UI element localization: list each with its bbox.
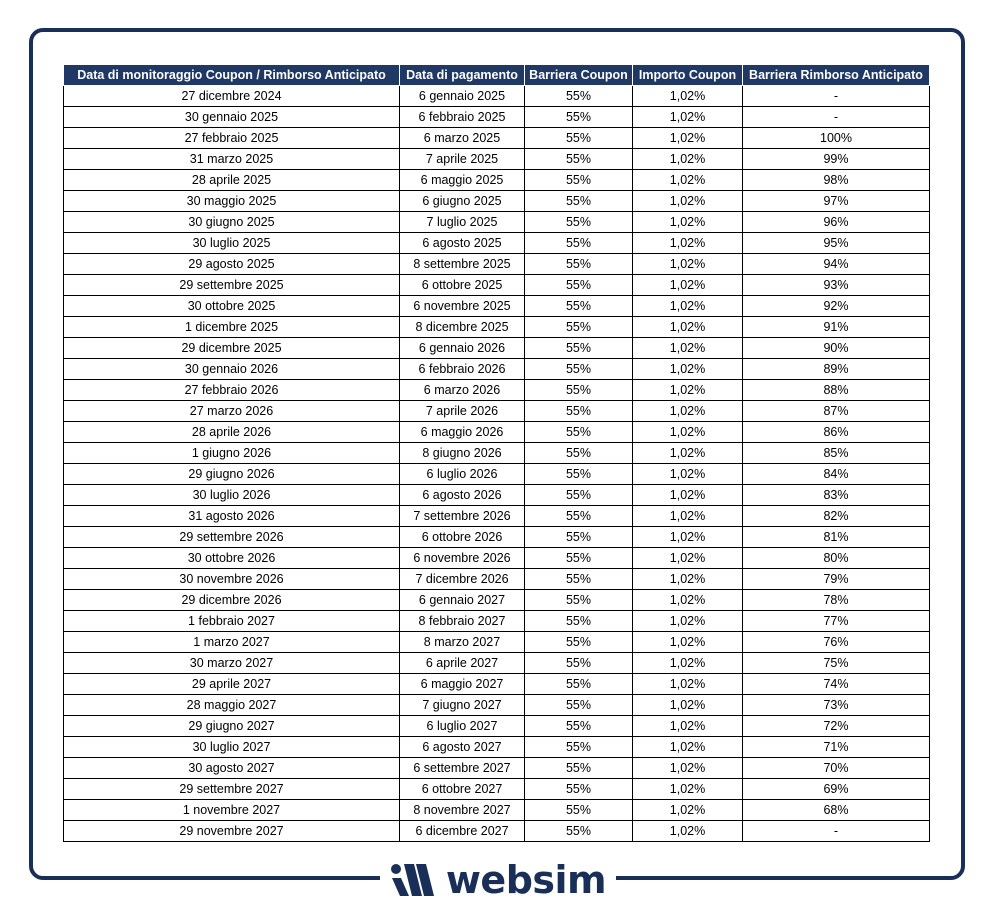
cell-coupon-barrier: 55% [525,338,633,359]
cell-early-redemption-barrier: 77% [743,611,930,632]
cell-monitoring-date: 1 dicembre 2025 [64,317,400,338]
table-row [64,485,930,506]
cell-coupon-barrier: 55% [525,548,633,569]
cell-coupon-amount: 1,02% [633,149,743,170]
cell-payment-date: 6 gennaio 2025 [400,86,525,107]
cell-early-redemption-barrier: - [743,107,930,128]
cell-coupon-barrier: 55% [525,611,633,632]
cell-monitoring-date: 30 luglio 2026 [64,485,400,506]
table-row [64,611,930,632]
cell-coupon-amount: 1,02% [633,800,743,821]
cell-coupon-amount: 1,02% [633,590,743,611]
cell-early-redemption-barrier: 72% [743,716,930,737]
cell-monitoring-date: 27 dicembre 2024 [64,86,400,107]
cell-monitoring-date: 27 febbraio 2025 [64,128,400,149]
cell-payment-date: 6 dicembre 2027 [400,821,525,842]
cell-coupon-amount: 1,02% [633,506,743,527]
cell-early-redemption-barrier: - [743,821,930,842]
header-coupon-amount: Importo Coupon [633,65,743,86]
cell-coupon-amount: 1,02% [633,737,743,758]
cell-monitoring-date: 1 febbraio 2027 [64,611,400,632]
cell-coupon-barrier: 55% [525,422,633,443]
cell-coupon-amount: 1,02% [633,233,743,254]
cell-monitoring-date: 1 giugno 2026 [64,443,400,464]
cell-coupon-barrier: 55% [525,86,633,107]
table-header-row [64,65,930,86]
cell-monitoring-date: 30 ottobre 2025 [64,296,400,317]
cell-payment-date: 6 maggio 2027 [400,674,525,695]
cell-early-redemption-barrier: 88% [743,380,930,401]
table-row [64,821,930,842]
cell-payment-date: 6 marzo 2026 [400,380,525,401]
cell-coupon-barrier: 55% [525,632,633,653]
cell-early-redemption-barrier: 70% [743,758,930,779]
cell-monitoring-date: 29 settembre 2026 [64,527,400,548]
cell-monitoring-date: 30 maggio 2025 [64,191,400,212]
cell-early-redemption-barrier: 94% [743,254,930,275]
cell-coupon-amount: 1,02% [633,548,743,569]
cell-payment-date: 7 aprile 2026 [400,401,525,422]
cell-payment-date: 6 febbraio 2026 [400,359,525,380]
cell-payment-date: 8 novembre 2027 [400,800,525,821]
cell-coupon-barrier: 55% [525,275,633,296]
cell-monitoring-date: 1 novembre 2027 [64,800,400,821]
cell-monitoring-date: 29 settembre 2025 [64,275,400,296]
header-payment-date: Data di pagamento [400,65,525,86]
table-row [64,464,930,485]
cell-monitoring-date: 30 luglio 2025 [64,233,400,254]
cell-early-redemption-barrier: 82% [743,506,930,527]
cell-coupon-barrier: 55% [525,149,633,170]
cell-coupon-barrier: 55% [525,107,633,128]
cell-coupon-amount: 1,02% [633,380,743,401]
cell-early-redemption-barrier: 100% [743,128,930,149]
cell-payment-date: 8 giugno 2026 [400,443,525,464]
table-row [64,275,930,296]
cell-coupon-amount: 1,02% [633,821,743,842]
cell-early-redemption-barrier: 86% [743,422,930,443]
cell-payment-date: 8 febbraio 2027 [400,611,525,632]
table-row [64,191,930,212]
cell-coupon-amount: 1,02% [633,401,743,422]
cell-early-redemption-barrier: 95% [743,233,930,254]
cell-monitoring-date: 29 agosto 2025 [64,254,400,275]
cell-payment-date: 6 agosto 2026 [400,485,525,506]
table-row [64,716,930,737]
cell-payment-date: 7 dicembre 2026 [400,569,525,590]
cell-early-redemption-barrier: 85% [743,443,930,464]
brand-logo [380,855,616,905]
cell-coupon-barrier: 55% [525,191,633,212]
table-row [64,443,930,464]
cell-coupon-barrier: 55% [525,695,633,716]
cell-coupon-amount: 1,02% [633,422,743,443]
cell-coupon-amount: 1,02% [633,632,743,653]
cell-coupon-barrier: 55% [525,212,633,233]
table-row [64,422,930,443]
cell-early-redemption-barrier: 80% [743,548,930,569]
table-row [64,296,930,317]
cell-payment-date: 6 aprile 2027 [400,653,525,674]
cell-coupon-amount: 1,02% [633,569,743,590]
table-row [64,254,930,275]
cell-coupon-amount: 1,02% [633,464,743,485]
cell-coupon-amount: 1,02% [633,779,743,800]
cell-coupon-barrier: 55% [525,653,633,674]
table-row [64,569,930,590]
table-row [64,695,930,716]
cell-early-redemption-barrier: 79% [743,569,930,590]
cell-coupon-amount: 1,02% [633,191,743,212]
cell-coupon-barrier: 55% [525,464,633,485]
cell-monitoring-date: 30 agosto 2027 [64,758,400,779]
cell-coupon-amount: 1,02% [633,716,743,737]
cell-coupon-amount: 1,02% [633,359,743,380]
cell-payment-date: 6 agosto 2027 [400,737,525,758]
cell-payment-date: 6 ottobre 2027 [400,779,525,800]
cell-early-redemption-barrier: 99% [743,149,930,170]
cell-coupon-barrier: 55% [525,254,633,275]
header-early-redemption-barrier: Barriera Rimborso Anticipato [743,65,930,86]
cell-monitoring-date: 31 marzo 2025 [64,149,400,170]
cell-monitoring-date: 30 giugno 2025 [64,212,400,233]
cell-early-redemption-barrier: 84% [743,464,930,485]
table-row [64,128,930,149]
table-row [64,212,930,233]
cell-coupon-amount: 1,02% [633,296,743,317]
table-row [64,233,930,254]
cell-early-redemption-barrier: 96% [743,212,930,233]
cell-coupon-amount: 1,02% [633,443,743,464]
table-row [64,548,930,569]
cell-payment-date: 6 maggio 2025 [400,170,525,191]
cell-coupon-amount: 1,02% [633,275,743,296]
table-row [64,107,930,128]
header-monitoring-date: Data di monitoraggio Coupon / Rimborso Anticipato [64,65,400,86]
table-row [64,170,930,191]
cell-coupon-amount: 1,02% [633,527,743,548]
cell-coupon-amount: 1,02% [633,212,743,233]
cell-coupon-barrier: 55% [525,758,633,779]
cell-coupon-amount: 1,02% [633,485,743,506]
cell-monitoring-date: 29 settembre 2027 [64,779,400,800]
cell-payment-date: 6 luglio 2027 [400,716,525,737]
cell-early-redemption-barrier: 87% [743,401,930,422]
cell-coupon-barrier: 55% [525,716,633,737]
cell-monitoring-date: 31 agosto 2026 [64,506,400,527]
cell-payment-date: 6 agosto 2025 [400,233,525,254]
cell-coupon-barrier: 55% [525,401,633,422]
cell-early-redemption-barrier: 81% [743,527,930,548]
cell-early-redemption-barrier: 97% [743,191,930,212]
cell-coupon-amount: 1,02% [633,695,743,716]
table-row [64,779,930,800]
table-row [64,653,930,674]
cell-coupon-amount: 1,02% [633,653,743,674]
cell-monitoring-date: 29 novembre 2027 [64,821,400,842]
cell-coupon-barrier: 55% [525,443,633,464]
cell-coupon-barrier: 55% [525,674,633,695]
cell-monitoring-date: 30 ottobre 2026 [64,548,400,569]
table-row [64,737,930,758]
cell-coupon-amount: 1,02% [633,317,743,338]
table-row [64,401,930,422]
cell-early-redemption-barrier: 90% [743,338,930,359]
cell-coupon-amount: 1,02% [633,128,743,149]
table-row [64,632,930,653]
cell-coupon-barrier: 55% [525,359,633,380]
cell-payment-date: 6 settembre 2027 [400,758,525,779]
cell-early-redemption-barrier: - [743,86,930,107]
cell-early-redemption-barrier: 89% [743,359,930,380]
cell-coupon-barrier: 55% [525,779,633,800]
cell-coupon-barrier: 55% [525,296,633,317]
cell-early-redemption-barrier: 69% [743,779,930,800]
cell-payment-date: 7 aprile 2025 [400,149,525,170]
cell-early-redemption-barrier: 83% [743,485,930,506]
cell-early-redemption-barrier: 98% [743,170,930,191]
cell-payment-date: 6 gennaio 2026 [400,338,525,359]
cell-payment-date: 6 ottobre 2025 [400,275,525,296]
cell-coupon-barrier: 55% [525,380,633,401]
cell-payment-date: 8 marzo 2027 [400,632,525,653]
cell-monitoring-date: 29 giugno 2026 [64,464,400,485]
table-row [64,506,930,527]
cell-coupon-barrier: 55% [525,590,633,611]
cell-coupon-amount: 1,02% [633,674,743,695]
table-row [64,800,930,821]
cell-monitoring-date: 29 dicembre 2026 [64,590,400,611]
cell-coupon-barrier: 55% [525,317,633,338]
cell-monitoring-date: 27 febbraio 2026 [64,380,400,401]
cell-coupon-amount: 1,02% [633,338,743,359]
cell-early-redemption-barrier: 92% [743,296,930,317]
cell-early-redemption-barrier: 78% [743,590,930,611]
cell-payment-date: 6 ottobre 2026 [400,527,525,548]
cell-payment-date: 7 settembre 2026 [400,506,525,527]
cell-payment-date: 6 giugno 2025 [400,191,525,212]
cell-payment-date: 6 marzo 2025 [400,128,525,149]
cell-coupon-amount: 1,02% [633,758,743,779]
table-row [64,674,930,695]
cell-coupon-amount: 1,02% [633,254,743,275]
cell-monitoring-date: 28 maggio 2027 [64,695,400,716]
cell-payment-date: 6 novembre 2026 [400,548,525,569]
cell-monitoring-date: 30 gennaio 2025 [64,107,400,128]
cell-monitoring-date: 30 marzo 2027 [64,653,400,674]
cell-payment-date: 6 gennaio 2027 [400,590,525,611]
brand-name: websim [445,858,607,902]
table-body [64,86,930,842]
cell-coupon-amount: 1,02% [633,107,743,128]
table-row [64,317,930,338]
header-coupon-barrier: Barriera Coupon [525,65,633,86]
cell-monitoring-date: 28 aprile 2026 [64,422,400,443]
table-row [64,86,930,107]
cell-coupon-barrier: 55% [525,233,633,254]
cell-coupon-amount: 1,02% [633,170,743,191]
cell-early-redemption-barrier: 71% [743,737,930,758]
cell-coupon-amount: 1,02% [633,86,743,107]
cell-early-redemption-barrier: 76% [743,632,930,653]
cell-payment-date: 6 febbraio 2025 [400,107,525,128]
cell-coupon-barrier: 55% [525,506,633,527]
cell-monitoring-date: 30 luglio 2027 [64,737,400,758]
cell-monitoring-date: 30 novembre 2026 [64,569,400,590]
cell-payment-date: 6 maggio 2026 [400,422,525,443]
cell-coupon-barrier: 55% [525,821,633,842]
cell-monitoring-date: 28 aprile 2025 [64,170,400,191]
table-row [64,758,930,779]
cell-payment-date: 6 luglio 2026 [400,464,525,485]
cell-payment-date: 8 settembre 2025 [400,254,525,275]
table-row [64,380,930,401]
cell-early-redemption-barrier: 93% [743,275,930,296]
cell-payment-date: 7 luglio 2025 [400,212,525,233]
cell-payment-date: 7 giugno 2027 [400,695,525,716]
cell-monitoring-date: 29 giugno 2027 [64,716,400,737]
cell-monitoring-date: 29 aprile 2027 [64,674,400,695]
cell-coupon-barrier: 55% [525,737,633,758]
cell-coupon-barrier: 55% [525,485,633,506]
cell-payment-date: 6 novembre 2025 [400,296,525,317]
cell-early-redemption-barrier: 91% [743,317,930,338]
table-row [64,338,930,359]
websim-logo-icon [390,862,436,898]
cell-coupon-amount: 1,02% [633,611,743,632]
cell-coupon-barrier: 55% [525,527,633,548]
cell-early-redemption-barrier: 68% [743,800,930,821]
cell-monitoring-date: 27 marzo 2026 [64,401,400,422]
cell-coupon-barrier: 55% [525,569,633,590]
table-row [64,149,930,170]
cell-coupon-barrier: 55% [525,170,633,191]
cell-monitoring-date: 1 marzo 2027 [64,632,400,653]
table-row [64,527,930,548]
schedule-table [63,64,930,842]
cell-coupon-barrier: 55% [525,128,633,149]
cell-payment-date: 8 dicembre 2025 [400,317,525,338]
cell-early-redemption-barrier: 73% [743,695,930,716]
cell-monitoring-date: 30 gennaio 2026 [64,359,400,380]
table-row [64,359,930,380]
cell-monitoring-date: 29 dicembre 2025 [64,338,400,359]
table-row [64,590,930,611]
cell-coupon-barrier: 55% [525,800,633,821]
cell-early-redemption-barrier: 74% [743,674,930,695]
cell-early-redemption-barrier: 75% [743,653,930,674]
